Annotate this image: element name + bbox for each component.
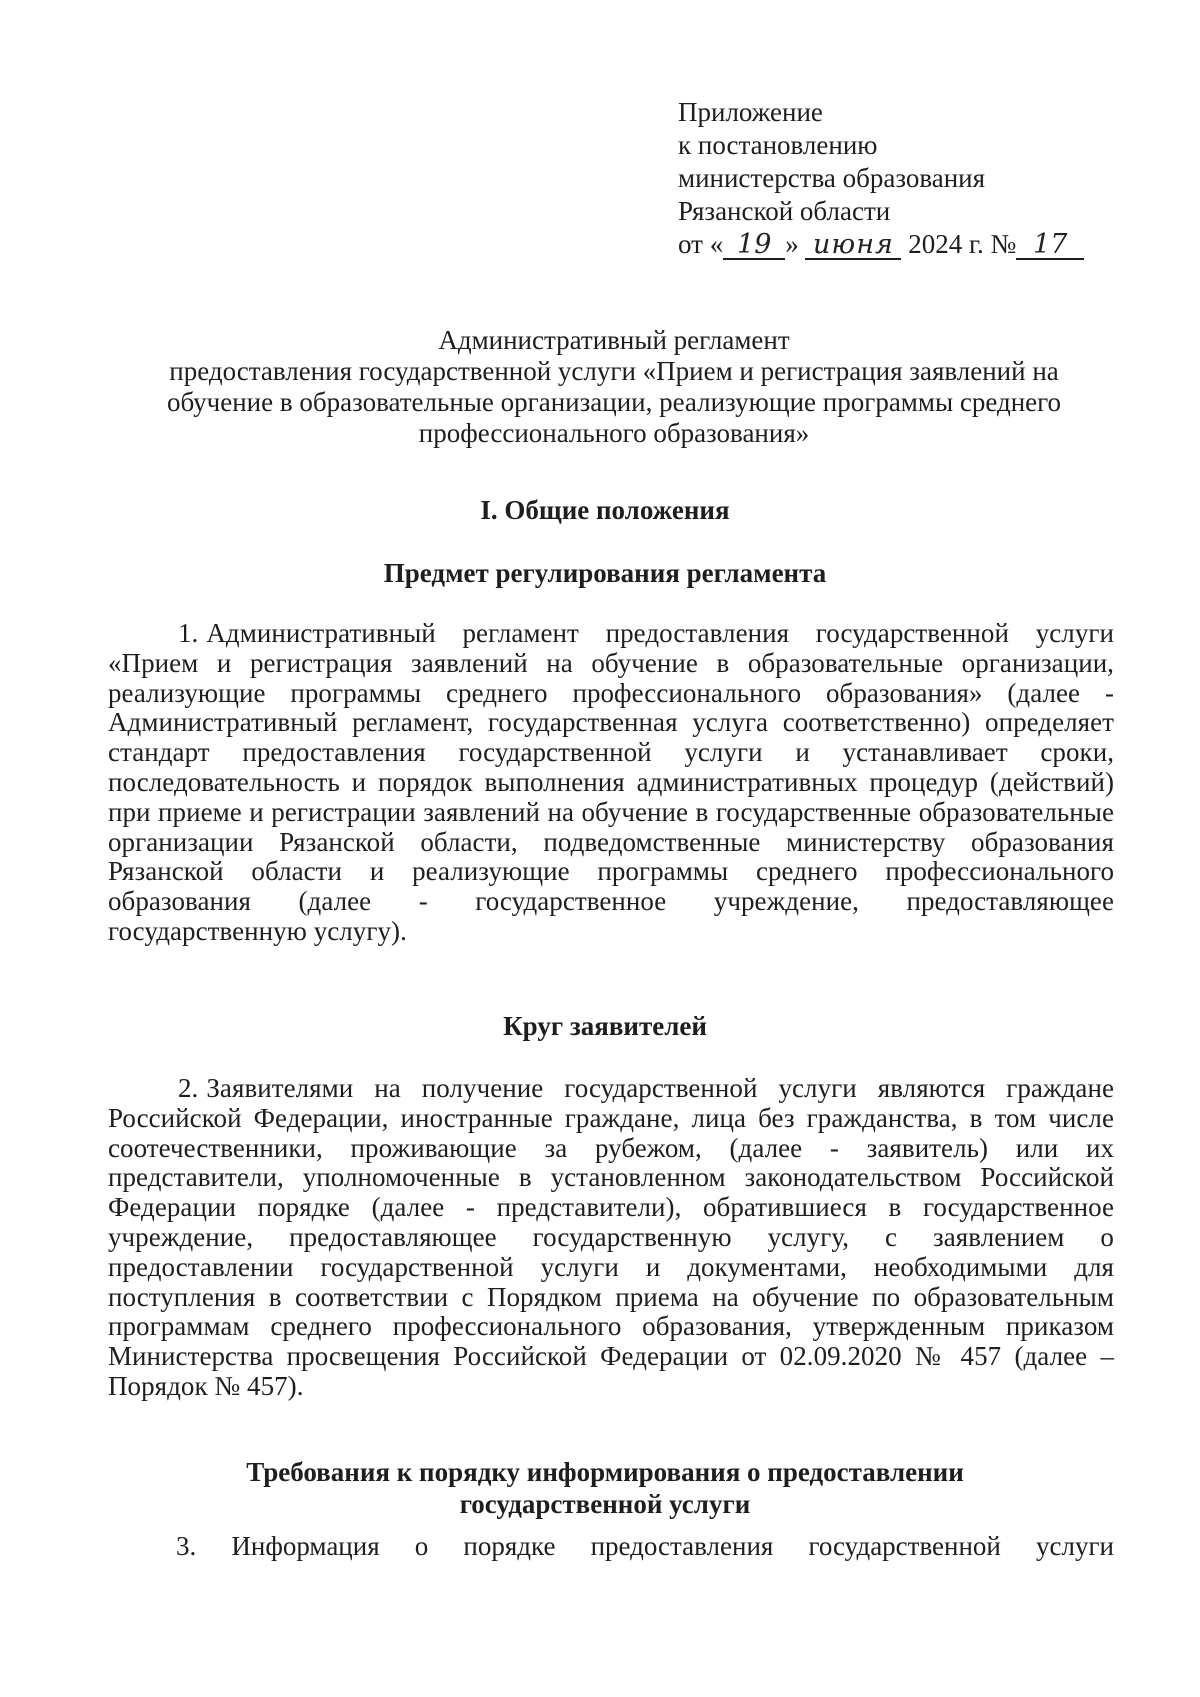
section-heading: I. Общие положения xyxy=(480,495,730,525)
paragraph-text: Информация о порядке предоставления государственной услуги xyxy=(231,1531,1114,1561)
approval-line: к постановлению xyxy=(678,130,878,160)
paragraph-3 xyxy=(108,1531,1114,1561)
subsection-heading: Круг заявителей xyxy=(503,1011,707,1041)
date-prefix: от « xyxy=(678,229,724,259)
approval-line: Рязанской области xyxy=(678,196,891,226)
date-year: 2024 г. № xyxy=(908,229,1017,259)
paragraph-text: Административный регламент предоставления государственной услуги «Прием и регистрация заявлений на обучение в образовательные организации, реализующие программы среднего профессионального образования» (далее - Административный регламент, государственная услуга соответственно) определяет стандарт предоставления государственной услуги и устанавливает сроки, последовательность и порядок выполнения административных процедур (действий) при приеме и регистрации заявлений на обучение в государственные образовательные организации Рязанской области, подведомственные министерству образования Рязанской области и реализующие программы среднего профессионального образования (далее - государственное учреждение, предоставляющее государственную услугу). xyxy=(108,618,1114,946)
date-day-handwritten: 19 xyxy=(723,232,785,260)
title-line: Административный регламент xyxy=(438,325,790,355)
subsection-heading: Требования к порядку информирования о предоставлении xyxy=(246,1457,964,1487)
paragraph-1 xyxy=(108,619,1114,947)
approval-date-line xyxy=(678,228,1138,261)
paragraph-number: 2. xyxy=(178,1073,199,1103)
date-quote-close: » xyxy=(785,229,799,259)
approval-block xyxy=(678,96,1138,261)
subsection-heading: государственной услуги xyxy=(459,1489,751,1519)
title-subtitle: предоставления государственной услуги «Прием и регистрация заявлений на обучение в образовательные организации, реализующие программы среднего профессионального образования» xyxy=(166,356,1062,448)
paragraph-number: 1. xyxy=(178,618,199,648)
paragraph-2 xyxy=(108,1074,1114,1402)
document-title xyxy=(128,325,1100,449)
date-month-handwritten: июня xyxy=(805,232,901,260)
subsection-heading: Предмет регулирования регламента xyxy=(383,558,827,588)
paragraph-number: 3. xyxy=(176,1531,197,1561)
approval-line: министерства образования xyxy=(678,163,986,193)
date-number-handwritten: 17 xyxy=(1016,232,1084,260)
approval-line: Приложение xyxy=(678,97,823,127)
paragraph-text: Заявителями на получение государственной услуги являются граждане Российской Федерации, иностранные граждане, лица без гражданства, в том числе соотечественники, проживающие за рубежом, (далее - заявитель) или их представители, уполномоченные в установленном законодательством Российской Федерации порядке (далее - представители), обратившиеся в государственное учреждение, предоставляющее государственную услугу, с заявлением о предоставлении государственной услуги и документами, необходимыми для поступления в соответствии с Порядком приема на обучение по образовательным программам среднего профессионального образования, утвержденным приказом Министерства просвещения Российской Федерации от 02.09.2020 № 457 (далее – Порядок № 457). xyxy=(108,1073,1114,1401)
